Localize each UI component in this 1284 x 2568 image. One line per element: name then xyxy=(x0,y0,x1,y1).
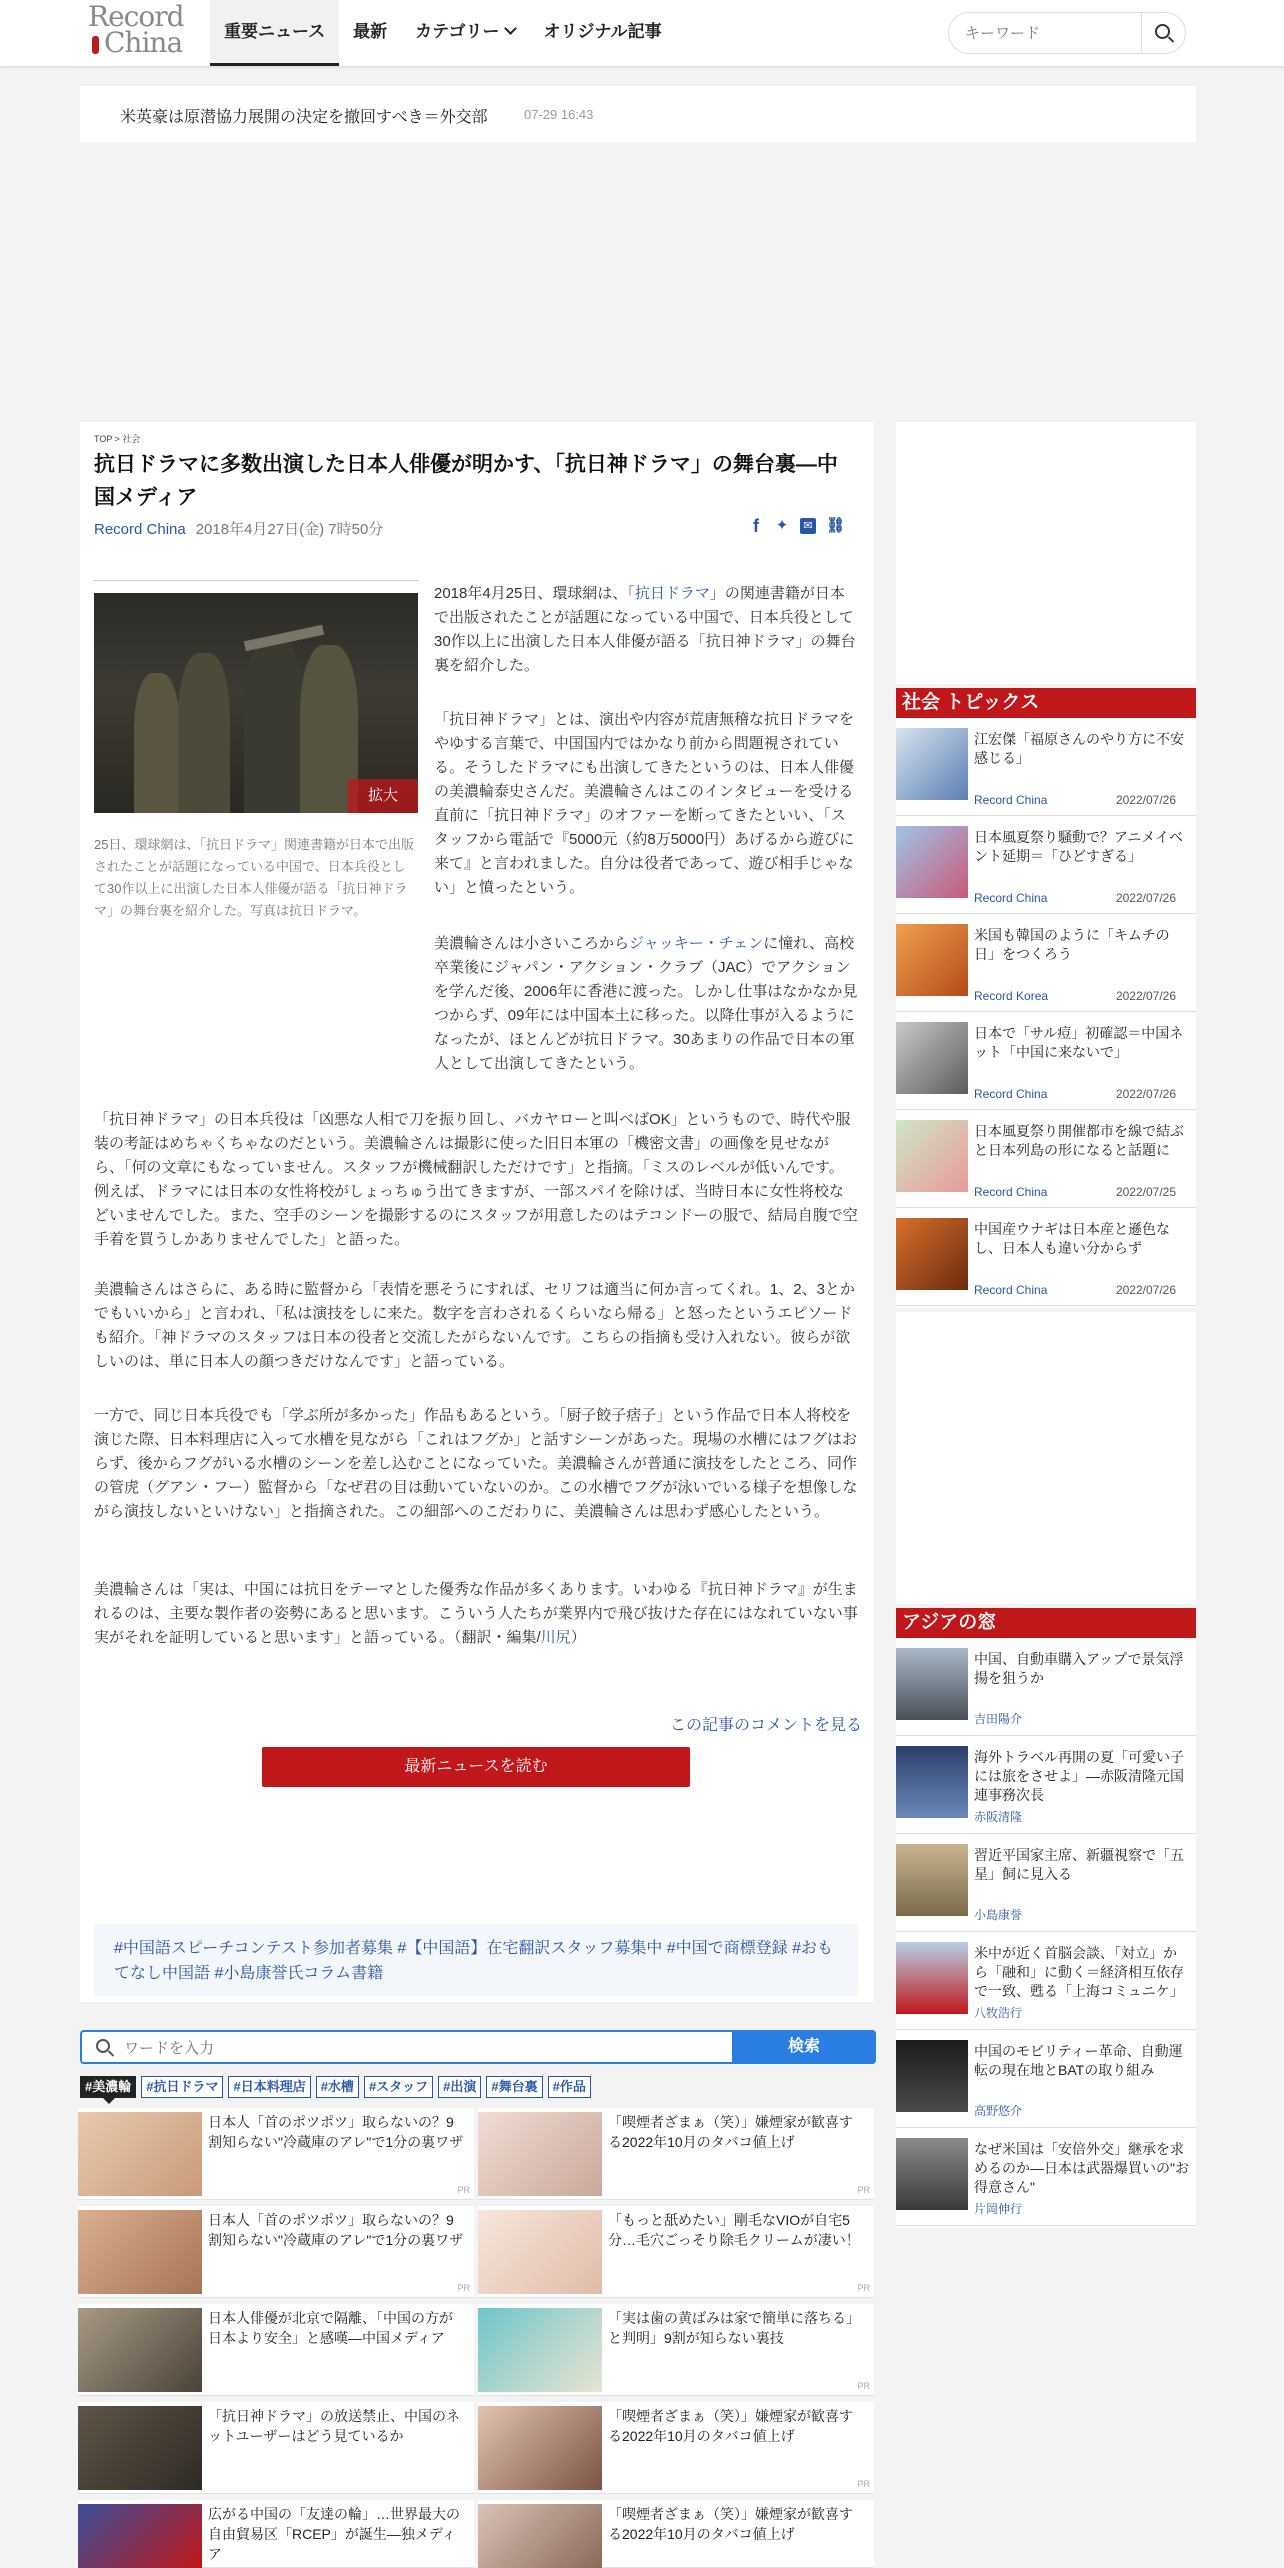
column-item[interactable]: なぜ米国は「安倍外交」継承を求めるのか―日本は武器爆買いの"お得意さん" 片岡伸行 xyxy=(896,2128,1196,2226)
ad-thumbnail xyxy=(478,2308,602,2392)
keyword-tag[interactable]: #舞台裏 xyxy=(486,2076,542,2098)
link-icon[interactable]: ⛓ xyxy=(826,517,846,534)
article-figure xyxy=(94,580,418,810)
column-thumbnail xyxy=(896,1648,968,1720)
topic-item[interactable]: 日本風夏祭り騒動で？アニメイベント延期＝「ひどすぎる」 Record China 2022/07/26 xyxy=(896,816,1196,914)
mail-icon[interactable]: ✉ xyxy=(800,518,816,534)
column-item[interactable]: 中国、自動車購入アップで景気浮揚を狙うか 吉田陽介 xyxy=(896,1638,1196,1736)
topic-item[interactable]: 江宏傑「福原さんのやり方に不安感じる」 Record China 2022/07/26 xyxy=(896,718,1196,816)
paragraph-3: 美濃輪さんは小さいころからジャッキー・チェンに憧れ、高校卒業後にジャパン・アクション・クラブ（JAC）でアクションを学んだ後、2006年に香港に渡った。しかし仕事はなかなか見つからず、09年には中国本土に移った。以降仕事が入るようになったが、ほとんどが抗日ドラマ。30あまりの作品で日本の軍人として出演してきたという。 xyxy=(434,935,858,1072)
ad-item[interactable]: 「喫煙者ざまぁ（笑）」嫌煙家が歓喜する2022年10月のタバコ値上げ PR xyxy=(478,2402,874,2494)
comments-link[interactable]: この記事のコメントを見る xyxy=(670,1717,863,1734)
photo-caption: 25日、環球網は、「抗日ドラマ」関連書籍が日本で出版されたことが話題になっている中国で、日本兵役として30作以上に出演した日本人俳優が語る「抗日神ドラマ」の舞台裏を紹介した。写真は抗日ドラマ。 xyxy=(94,837,414,918)
keyword-tags xyxy=(80,2076,596,2098)
nav-latest[interactable]: 最新 xyxy=(353,22,388,41)
keyword-tag[interactable]: #抗日ドラマ xyxy=(141,2076,223,2098)
column-item[interactable]: 中国のモビリティー革命、自動運転の現在地とBATの取り組み 高野悠介 xyxy=(896,2030,1196,2128)
paragraph-6: 一方で、同じ日本兵役でも「学ぶ所が多かった」作品もあるという。「厨子餃子痞子」という作品で日本人将校を演じた際、日本料理店に入って水槽を見ながら「これはフグか」と話すシーンがあった。現場の水槽にはフグはおらず、後からフグがいる水槽のシーンを差し込むことになっていた。美濃輪さんが普通に演技をしたところ、同作の管虎（グアン・フー）監督から「なぜ君の目は動いていないのか。この水槽でフグが泳いでいる様子を想像しながら演技しないといけない」と指摘された。この細部へのこだわりに、美濃輪さんは思わず感心したという。 xyxy=(94,1407,858,1520)
ad-thumbnail xyxy=(478,2112,602,2196)
column-thumbnail xyxy=(896,2138,968,2210)
logo-mark-icon xyxy=(92,36,99,54)
ad-thumbnail xyxy=(478,2504,602,2568)
ad-item[interactable]: 日本人俳優が北京で隔離、「中国の方が日本より安全」と感嘆―中国メディア xyxy=(78,2304,474,2396)
ticker-date: 07-29 16:43 xyxy=(524,107,594,122)
topic-thumbnail xyxy=(896,924,968,996)
topic-thumbnail xyxy=(896,1022,968,1094)
sidebar-ad-space xyxy=(896,422,1196,684)
article-title: 抗日ドラマに多数出演した日本人俳優が明かす、「抗日神ドラマ」の舞台裏―中国メディア xyxy=(94,453,838,509)
news-ticker xyxy=(80,86,1196,142)
article-meta xyxy=(94,518,383,539)
paragraph-4: 「抗日神ドラマ」の日本兵役は「凶悪な人相で刀を振り回し、バカヤローと叫べばOK」というもので、時代や服装の考証はめちゃくちゃなのだという。美濃輪さんは撮影に使った旧日本軍の「機密文書」の画像を見せながら、「何の文章にもなっていません。スタッフが機械翻訳しただけです」と指摘。「ミスのレベルが低いんです。例えば、ドラマには日本の女性将校がしょっちゅう出てきますが、一部スパイを除けば、当時日本に女性将校などいませんでした。また、空手のシーンを撮影するのにスタッフが用意したのはテコンドーの服で、結局自腹で空手着を買うしかありませんでした」と語った。 xyxy=(94,1111,858,1248)
keyword-tag[interactable]: #美濃輪 xyxy=(80,2076,136,2098)
logo-line2: China xyxy=(88,30,192,56)
ad-item[interactable]: 日本人「首のポツポツ」取らないの？9割知らない"冷蔵庫のアレ"で1分の裏ワザ PR xyxy=(78,2206,474,2298)
article-date: 2018年4月27日(金) 7時50分 xyxy=(195,521,384,538)
social-topics-heading: 社会 トピックス xyxy=(896,688,1196,718)
topic-item[interactable]: 米国も韓国のように「キムチの日」をつくろう Record Korea 2022/07/26 xyxy=(896,914,1196,1012)
column-thumbnail xyxy=(896,1844,968,1916)
topic-thumbnail xyxy=(896,1218,968,1290)
ad-thumbnail xyxy=(78,2112,202,2196)
ad-item[interactable]: 「喫煙者ざまぁ（笑）」嫌煙家が歓喜する2022年10月のタバコ値上げ xyxy=(478,2500,874,2568)
search-button[interactable]: 検索 xyxy=(732,2030,876,2064)
site-logo[interactable] xyxy=(88,0,192,60)
keyword-tag[interactable]: #出演 xyxy=(438,2076,481,2098)
link-editor[interactable]: 川尻 xyxy=(540,1629,571,1646)
ad-thumbnail xyxy=(478,2210,602,2294)
site-header xyxy=(0,0,1284,66)
header-search-input[interactable] xyxy=(965,22,1135,44)
ad-item[interactable]: 「実は歯の黄ばみは家で簡単に落ちる」と判明」9割が知らない裏技 PR xyxy=(478,2304,874,2396)
paragraph-2: 「抗日神ドラマ」とは、演出や内容が荒唐無稽な抗日ドラマをやゆする言葉で、中国国内ではかなり前から問題視されている。そうしたドラマにも出演してきたというのは、日本人俳優の美濃輪泰史さんだ。美濃輪さんはこのインタビューを受ける直前に「抗日神ドラマ」のオファーを断ってきたといい、「スタッフから電話で『5000元（約8万5000円）あげるから遊びに来て』と言われました。自分は役者であって、遊び相手じゃない」と憤ったという。 xyxy=(434,711,855,896)
nav-original[interactable]: オリジナル記事 xyxy=(543,22,662,41)
ad-thumbnail xyxy=(478,2406,602,2490)
nav-category[interactable]: カテゴリー xyxy=(401,0,529,66)
nav-important-news[interactable]: 重要ニュース xyxy=(210,0,339,66)
column-item[interactable]: 米中が近く首脳会談、「対立」から「融和」に動く＝経済相互依存で一致、甦る「上海コミュニケ」 八牧浩行 xyxy=(896,1932,1196,2030)
header-search xyxy=(948,12,1186,54)
twitter-icon[interactable]: ✦ xyxy=(775,517,789,534)
paragraph-1: 2018年4月25日、環球網は、「抗日ドラマ」の関連書籍が日本で出版されたことが話題になっている中国で、日本兵役として30作以上に出演した日本人俳優が語る「抗日神ドラマ」の舞台裏を紹介した。 xyxy=(434,585,856,674)
ad-item[interactable]: 「もっと舐めたい」剛毛なVIOが自宅5分…毛穴ごっそり除毛クリームが凄い！ PR xyxy=(478,2206,874,2298)
paragraph-7: 美濃輪さんは「実は、中国には抗日をテーマとした優秀な作品が多くあります。いわゆる『抗日神ドラマ』が生まれるのは、主要な製作者の姿勢にあると思います。こういう人たちが業界内で飛び抜けた存在にはなれていない事実がそれを証明していると思います」と語っている。（翻訳・編集/川尻） xyxy=(94,1581,858,1646)
keyword-tag[interactable]: #スタッフ xyxy=(364,2076,433,2098)
column-thumbnail xyxy=(896,1746,968,1818)
link-jackie-chan[interactable]: ジャッキー・チェン xyxy=(629,935,764,952)
breadcrumb[interactable]: TOP > 社会 xyxy=(94,434,141,444)
keyword-tag[interactable]: #作品 xyxy=(548,2076,591,2098)
ticker-headline[interactable]: 米英豪は原潜協力展開の決定を撤回すべき＝外交部 xyxy=(120,109,488,126)
topic-thumbnail xyxy=(896,826,968,898)
zoom-button[interactable]: 拡大 xyxy=(348,779,418,813)
topic-item[interactable]: 日本で「サル痘」初確認＝中国ネット「中国に来ないで」 Record China 2022/07/26 xyxy=(896,1012,1196,1110)
social-topics xyxy=(896,688,1196,1308)
topic-item[interactable]: 日本風夏祭り開催都市を線で結ぶと日本列島の形になると話題に Record China 2022/07/25 xyxy=(896,1110,1196,1208)
ad-thumbnail xyxy=(78,2406,202,2490)
header-search-button[interactable] xyxy=(1141,13,1185,53)
paragraph-5: 美濃輪さんはさらに、ある時に監督から「表情を悪そうにすれば、セリフは適当に何か言ってくれ。1、2、3とかでもいいから」と言われ、「私は演技をしに来た。数字を言わされるくらいなら帰る」と怒ったというエピソードも紹介。「神ドラマのスタッフは日本の役者と交流したがらないんです。こちらの指摘も受け入れない。彼らが欲しいのは、単に日本人の顔つきだけなんです」と語っている。 xyxy=(94,1281,855,1370)
topic-thumbnail xyxy=(896,728,968,800)
read-latest-button[interactable]: 最新ニュースを読む xyxy=(262,1747,690,1787)
link-anti-japan-drama[interactable]: 抗日ドラマ xyxy=(634,585,710,602)
main-nav xyxy=(210,0,676,66)
article-photo[interactable] xyxy=(94,593,418,813)
chevron-down-icon xyxy=(505,22,518,35)
ad-item[interactable]: 「抗日神ドラマ」の放送禁止、中国のネットユーザーはどう見ているか xyxy=(78,2402,474,2494)
topic-thumbnail xyxy=(896,1120,968,1192)
column-thumbnail xyxy=(896,1942,968,2014)
word-search xyxy=(80,2030,876,2064)
ad-thumbnail xyxy=(78,2210,202,2294)
column-thumbnail xyxy=(896,2040,968,2112)
asia-window-heading: アジアの窓 xyxy=(896,1608,1196,1638)
ad-item[interactable]: 広がる中国の「友達の輪」…世界最大の自由貿易区「RCEP」が誕生―独メディア xyxy=(78,2500,474,2568)
article-source[interactable]: Record China xyxy=(94,521,186,538)
topic-item[interactable]: 中国産ウナギは日本産と遜色なし、日本人も違い分からず Record China 2022/07/26 xyxy=(896,1208,1196,1306)
ad-item[interactable]: 「喫煙者ざまぁ（笑）」嫌煙家が歓喜する2022年10月のタバコ値上げ PR xyxy=(478,2108,874,2200)
asia-window xyxy=(896,1608,1196,2228)
promo-tags[interactable]: #中国語スピーチコンテスト参加者募集 #【中国語】在宅翻訳スタッフ募集中 #中国で商標登録 #おもてなし中国語 #小島康誉氏コラム書籍 xyxy=(94,1924,858,1996)
ad-thumbnail xyxy=(78,2504,202,2568)
keyword-tag[interactable]: #日本料理店 xyxy=(228,2076,310,2098)
sidebar-ad-space xyxy=(896,1312,1196,1604)
article-card xyxy=(80,422,874,2002)
logo-line1: Record xyxy=(88,0,184,33)
ad-item[interactable]: 日本人「首のポツポツ」取らないの？9割知らない"冷蔵庫のアレ"で1分の裏ワザ PR xyxy=(78,2108,474,2200)
word-search-input[interactable] xyxy=(124,2037,494,2059)
search-icon xyxy=(96,2039,110,2053)
ad-thumbnail xyxy=(78,2308,202,2392)
search-icon xyxy=(1155,24,1170,39)
keyword-tag[interactable]: #水槽 xyxy=(316,2076,359,2098)
column-item[interactable]: 海外トラベル再開の夏「可愛い子には旅をさせよ」―赤阪清隆元国連事務次長 赤阪清隆 xyxy=(896,1736,1196,1834)
column-item[interactable]: 習近平国家主席、新疆視察で「五星」飼に見入る 小島康誉 xyxy=(896,1834,1196,1932)
facebook-icon[interactable]: f xyxy=(748,518,764,534)
share-buttons xyxy=(748,518,852,534)
